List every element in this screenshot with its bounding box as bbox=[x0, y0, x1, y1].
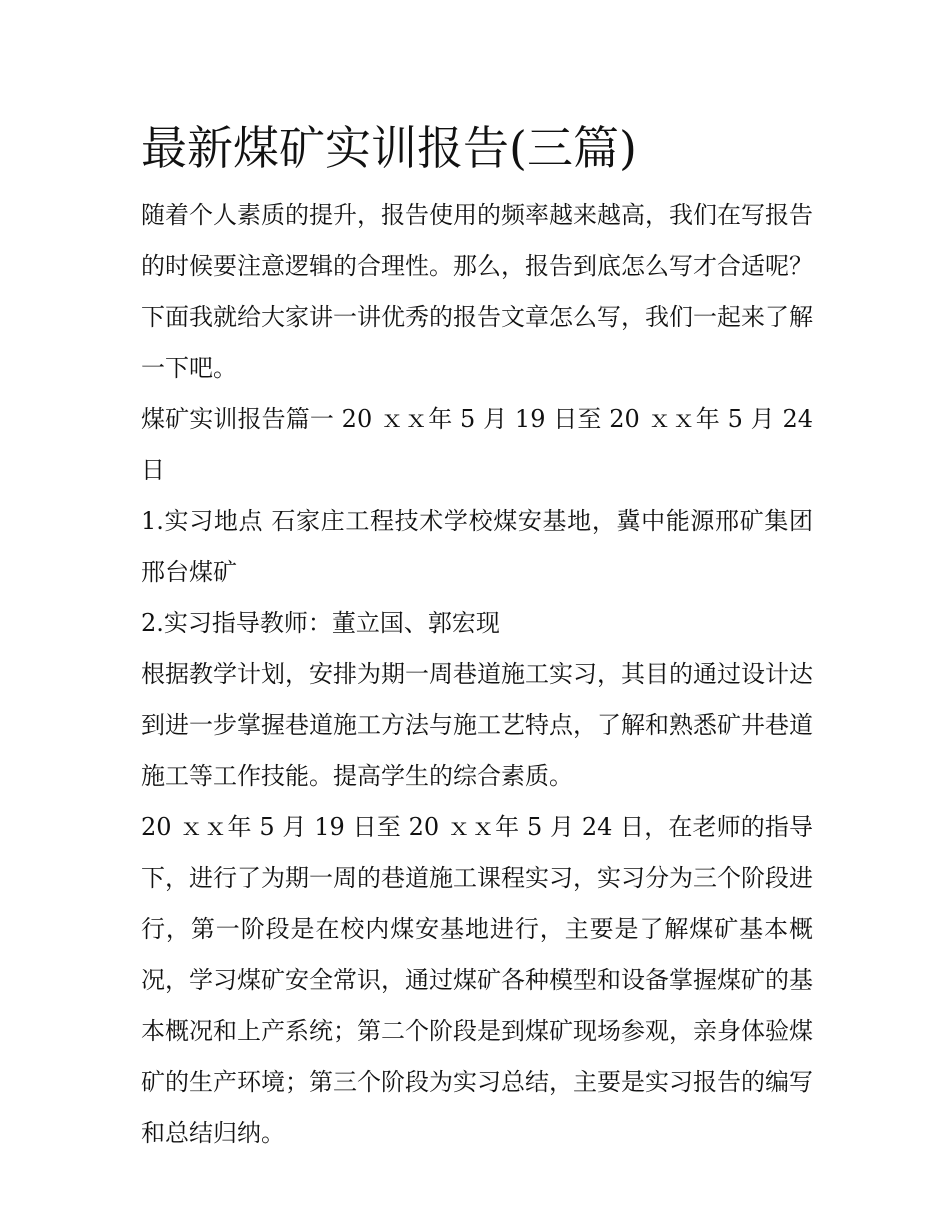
internship-location: 1.实习地点 石家庄工程技术学校煤安基地，冀中能源邢矿集团邢台煤矿 bbox=[141, 507, 813, 586]
internship-instructors: 2.实习指导教师：董立国、郭宏现 bbox=[141, 609, 500, 637]
internship-process-paragraph: 20 ｘｘ年 5 月 19 日至 20 ｘｘ年 5 月 24 日，在老师的指导下，进行了为期一周的巷道施工课程实习，实习分为三个阶段进行，第一阶段是在校内煤安基地进行，主要是了解煤矿基本概况，学习煤矿安全常识，通过煤矿各种模型和设备掌握煤矿的基本概况和上产系统；第二个阶段是到煤矿现场参观，亲身体验煤矿的生产环境；第三个阶段为实习总结，主要是实习报告的编写和总结归纳。 bbox=[141, 813, 813, 1147]
intro-paragraph: 随着个人素质的提升，报告使用的频率越来越高，我们在写报告的时候要注意逻辑的合理性。那么，报告到底怎么写才合适呢？下面我就给大家讲一讲优秀的报告文章怎么写，我们一起来了解一下吧。 bbox=[141, 201, 813, 382]
document-title: 最新煤矿实训报告(三篇) bbox=[141, 121, 637, 175]
section-heading: 煤矿实训报告篇一 20 ｘｘ年 5 月 19 日至 20 ｘｘ年 5 月 24 日 bbox=[141, 405, 813, 484]
internship-purpose-paragraph: 根据教学计划，安排为期一周巷道施工实习，其目的通过设计达到进一步掌握巷道施工方法与施工艺特点，了解和熟悉矿井巷道施工等工作技能。提高学生的综合素质。 bbox=[141, 660, 813, 790]
document-body bbox=[141, 112, 813, 1159]
